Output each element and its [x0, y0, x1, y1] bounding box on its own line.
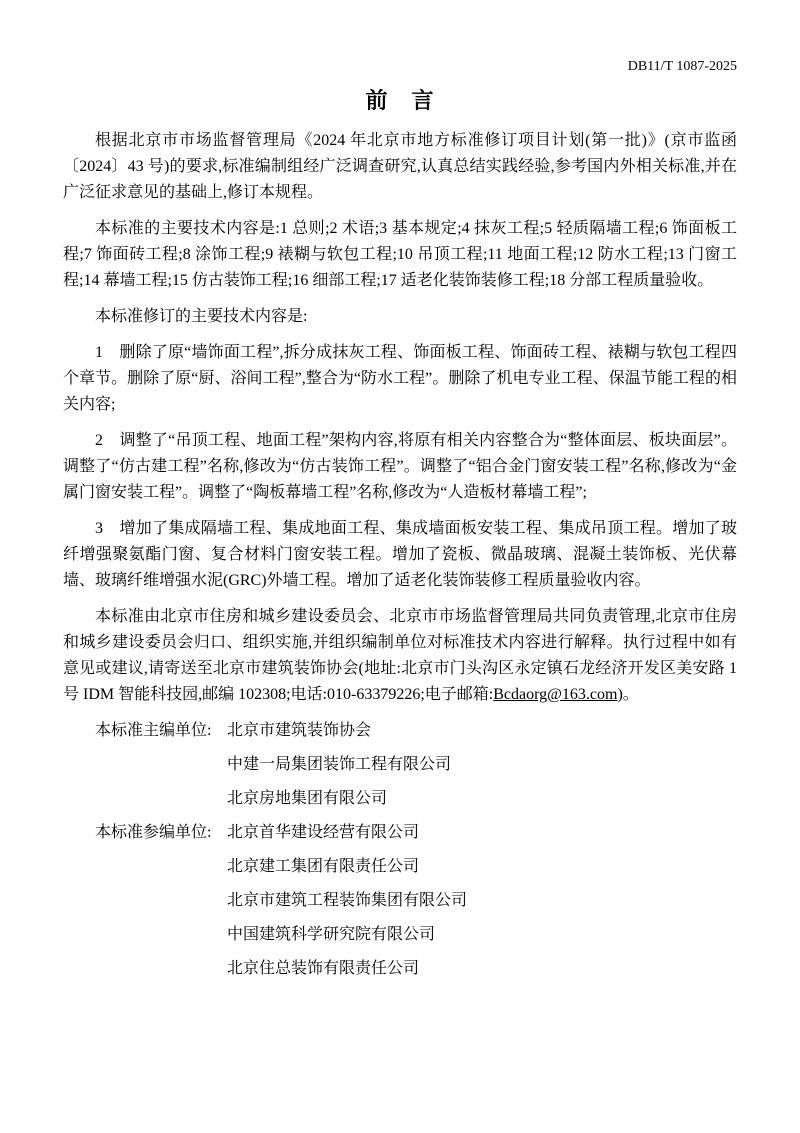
participating-unit-name: 北京首华建设经营有限公司: [227, 824, 420, 841]
participating-unit-name: 中国建筑科学研究院有限公司: [227, 926, 436, 943]
standard-code: DB11/T 1087-2025: [627, 59, 737, 74]
revision-item-3: 3 增加了集成隔墙工程、集成地面工程、集成墙面板安装工程、集成吊顶工程。增加了玻纤增强聚氨酯门窗、复合材料门窗安装工程。增加了瓷板、微晶玻璃、混凝土装饰板、光伏幕墙、玻璃纤维增强水泥(GRC)外墙工程。增加了适老化装饰装修工程质量验收内容。: [63, 520, 737, 589]
email-link[interactable]: Bcdaorg@163.com: [493, 686, 618, 703]
participating-units-section: [63, 820, 737, 982]
paragraph-revision-intro: 本标准修订的主要技术内容是:: [95, 308, 308, 325]
chief-unit-name: 北京市建筑装饰协会: [227, 722, 372, 739]
management-text-before-email: 本标准由北京市住房和城乡建设委员会、北京市市场监督管理局共同负责管理,北京市住房和城乡建设委员会归口、组织实施,并组织编制单位对标准技术内容进行解释。执行过程中如有意见或建议,请寄送至北京市建筑装饰协会(地址:北京市门头沟区永定镇石龙经济开发区美安路 1 号 IDM 智能科技园,邮编 102308;电话:010-63379226;电子邮箱:: [63, 608, 737, 703]
chief-units-label: 本标准主编单位:: [95, 722, 212, 739]
chief-editor-units-section: [63, 718, 737, 812]
participating-units-label: 本标准参编单位:: [95, 824, 212, 841]
preface-title: 前 言: [365, 88, 435, 113]
paragraph-technical-contents: 本标准的主要技术内容是:1 总则;2 术语;3 基本规定;4 抹灰工程;5 轻质隔墙工程;6 饰面板工程;7 饰面砖工程;8 涂饰工程;9 裱糊与软包工程;10 吊顶工程;11 地面工程;12 防水工程;13 门窗工程;14 幕墙工程;15 仿古装饰工程;16 细部工程;17 适老化装饰装修工程;18 分部工程质量验收。: [63, 220, 737, 289]
chief-unit-name: 中建一局集团装饰工程有限公司: [227, 756, 452, 773]
chief-unit-name: 北京房地集团有限公司: [227, 790, 388, 807]
revision-item-1: 1 删除了原“墙饰面工程”,拆分成抹灰工程、饰面板工程、饰面砖工程、裱糊与软包工程四个章节。删除了原“厨、浴间工程”,整合为“防水工程”。删除了机电专业工程、保温节能工程的相关内容;: [63, 344, 737, 413]
chief-units-row-1: [95, 718, 737, 744]
participating-unit-name: 北京建工集团有限责任公司: [227, 858, 420, 875]
participating-units-row-1: [95, 820, 737, 846]
participating-unit-name: 北京住总装饰有限责任公司: [227, 960, 420, 977]
paragraph-management: [63, 604, 737, 708]
participating-unit-name: 北京市建筑工程装饰集团有限公司: [227, 892, 468, 909]
management-text-after-email: )。: [617, 686, 639, 703]
revision-item-2: 2 调整了“吊顶工程、地面工程”架构内容,将原有相关内容整合为“整体面层、板块面层”。调整了“仿古建工程”名称,修改为“仿古装饰工程”。调整了“铝合金门窗安装工程”名称,修改为“金属门窗安装工程”。调整了“陶板幕墙工程”名称,修改为“人造板材幕墙工程”;: [63, 432, 737, 501]
paragraph-basis: 根据北京市市场监督管理局《2024 年北京市地方标准修订项目计划(第一批)》(京市监函〔2024〕43 号)的要求,标准编制组经广泛调查研究,认真总结实践经验,参考国内外相关标准,并在广泛征求意见的基础上,修订本规程。: [63, 132, 737, 201]
